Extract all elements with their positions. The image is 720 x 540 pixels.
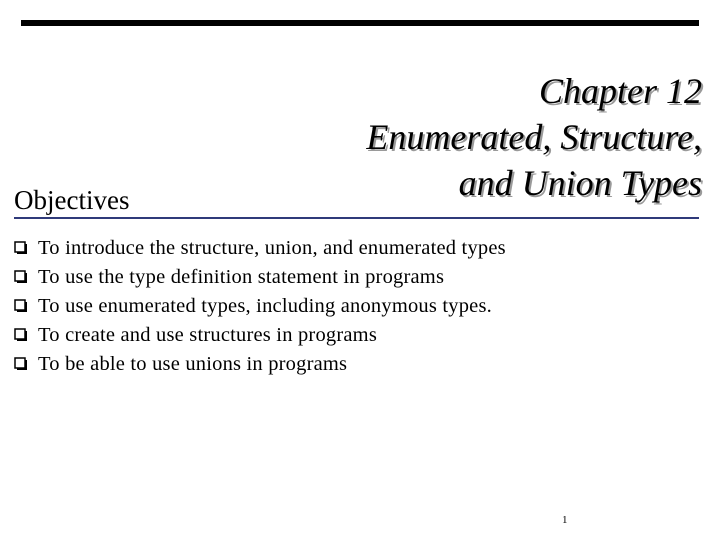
objective-item-2 (14, 263, 506, 292)
chapter-title-line-1: Chapter 12 (538, 71, 702, 111)
hollow-square-checkbox-icon (14, 299, 28, 313)
objective-item-4 (14, 321, 506, 350)
objective-text: To introduce the structure, union, and enumerated types (38, 237, 506, 259)
objective-text: To be able to use unions in programs (38, 353, 348, 375)
hollow-square-checkbox-icon (14, 270, 28, 284)
objective-text: To create and use structures in programs (38, 324, 378, 346)
objective-item-3 (14, 292, 506, 321)
objective-item-1 (14, 234, 506, 263)
hollow-square-checkbox-icon (14, 357, 28, 371)
objective-text: To use the type definition statement in programs (38, 266, 445, 288)
chapter-title-line-3: and Union Types (458, 163, 702, 203)
chapter-title-line-2: Enumerated, Structure, (366, 117, 702, 157)
objective-item-5 (14, 350, 506, 379)
objectives-heading: Objectives (14, 185, 130, 215)
objective-text: To use enumerated types, including anonymous types. (38, 295, 492, 317)
chapter-title (282, 68, 702, 206)
title-rule (14, 217, 699, 219)
page-number: 1 (562, 514, 568, 526)
hollow-square-checkbox-icon (14, 241, 28, 255)
objectives-list (14, 234, 506, 379)
top-rule (21, 20, 699, 26)
hollow-square-checkbox-icon (14, 328, 28, 342)
